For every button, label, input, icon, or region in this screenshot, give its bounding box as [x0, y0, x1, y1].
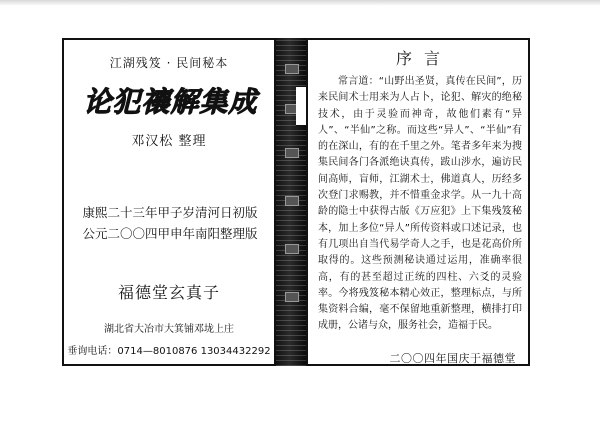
cover-title: 论犯禳解集成 [82, 85, 257, 118]
spine-marking [285, 196, 299, 206]
cover-compiler: 邓汉松 整理 [131, 134, 207, 149]
cover-publisher: 福德堂玄真子 [117, 283, 220, 302]
preface-heading: 序言 [395, 49, 452, 68]
cover-page [62, 38, 276, 366]
preface-signature: 二〇〇四年国庆于福德堂 [389, 352, 516, 365]
edition-line-1: 康熙二十三年甲子岁清河日初版 [82, 205, 258, 220]
cover-edition-info [70, 202, 270, 244]
edition-line-2: 公元二〇〇四甲申年南阳整理版 [82, 226, 258, 241]
spine-marking [285, 244, 299, 254]
cover-phone: 垂询电话：0714—8010876 13034432292 [67, 346, 271, 357]
preface-body [318, 74, 522, 335]
spine-marking [285, 148, 299, 158]
preface-paragraph: 常言道：“山野出圣贤，真传在民间”，历来民间术士用来为人占卜，论犯、解灾的绝秘技术，由于灵验而神奇，故他们素有“异人”、“半仙”之称。而这些“异人”、“半仙”有的在深山，有的在千里之外。笔者多年来为搜集民间各门各派绝诀真传，跋山涉水，遍访民间高师，盲师，江湖术士，佛道真人，历经多次登门求赐教，并不惜重金求学。从一九十高龄的隐士中获得古版《万应犯》上下集残笈秘本，加上多位“异人”所传资料或口述记录，也有几项出自当代易学奇人之手，也是花高价所取得的。这些预测秘诀通过运用，准确率很高，有的甚至超过正统的四柱、六爻的灵验率。今将残笈秘本精心效正，整理标点，与所集资料合编，毫不保留地重新整理，横排打印成册，公诸与众，服务社会，造福于民。 [318, 76, 522, 332]
cover-address: 湖北省大冶市大箕铺邓垅上庄 [104, 324, 234, 335]
preface-page [306, 38, 530, 366]
spine-marking [285, 292, 299, 302]
scan-edge [0, 0, 600, 6]
cover-tagline: 江湖残笈 · 民间秘本 [109, 56, 229, 70]
spine-marking [285, 64, 299, 74]
